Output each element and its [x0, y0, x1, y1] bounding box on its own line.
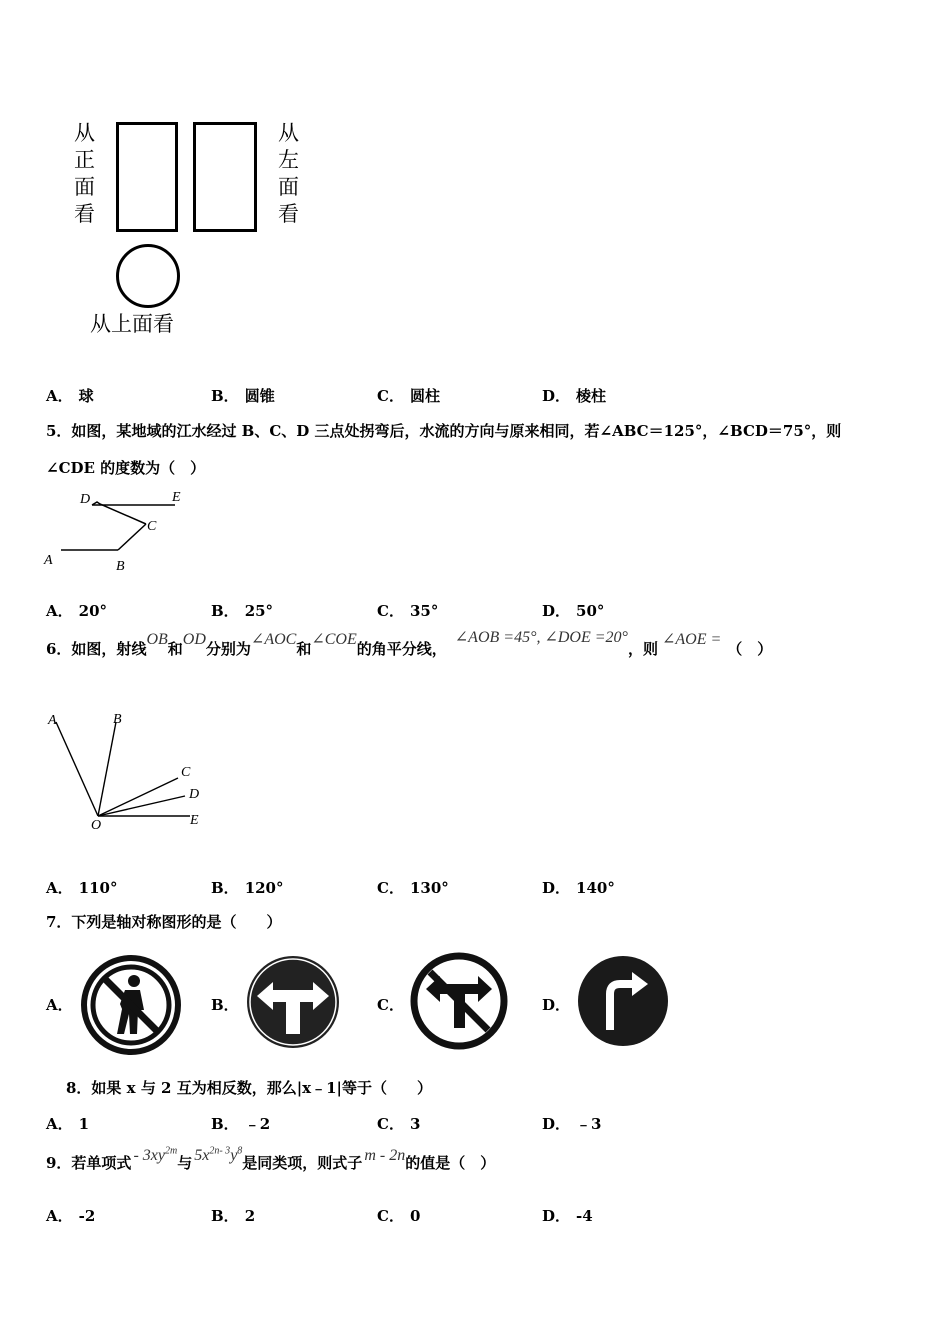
top-view-circle	[116, 244, 180, 308]
q9-option-d: D． -4	[542, 1207, 593, 1225]
q9-option-b: B． 2	[211, 1207, 256, 1225]
ray-od-line	[98, 796, 185, 816]
point-a-label: A	[44, 553, 53, 568]
angle-aoc: ∠AOC	[250, 631, 297, 648]
q7-option-b-label: B．	[211, 996, 239, 1014]
q9-option-a: A． -2	[46, 1207, 96, 1225]
point-d-label: D	[80, 492, 91, 507]
point-b-label: B	[113, 712, 122, 727]
ray-od: OD	[182, 631, 206, 648]
q5-option-c: C． 35°	[377, 602, 439, 620]
segment-cb	[118, 524, 146, 550]
q4-option-b: B． 圆锥	[211, 387, 275, 405]
given-angles: ∠AOB =45°, ∠DOE =20°	[454, 629, 628, 646]
monomial-1: - $3xy^{2m}$	[133, 1145, 178, 1164]
point-d-label: D	[189, 787, 200, 802]
q5-text-line1: 5．如图，某地域的江水经过 B、C、D 三点处拐弯后，水流的方向与原来相同，若∠ABC＝125°，∠BCD＝75°，则	[46, 422, 842, 440]
q7-text: 7．下列是轴对称图形的是（ ）	[46, 913, 282, 931]
point-e-label: E	[172, 490, 181, 505]
ray-ob: OB	[146, 631, 168, 648]
ray-ob-line	[98, 722, 116, 816]
q5-river-figure	[40, 484, 200, 574]
left-view-rectangle	[193, 122, 257, 232]
ray-oa	[56, 722, 98, 816]
q4-option-c: C． 圆柱	[377, 387, 440, 405]
monomial-2: $5x^{2n- 3}y^8$	[194, 1145, 243, 1164]
q6-option-b: B． 120°	[211, 879, 284, 897]
top-view-label: 从上面看	[90, 312, 174, 336]
q6-option-a: A． 110°	[46, 879, 118, 897]
left-view-label: 从 左 面 看	[278, 121, 299, 226]
q8-option-c: C． 3	[377, 1115, 421, 1133]
front-view-rectangle	[116, 122, 178, 232]
q8-option-d: D． ﹣3	[542, 1115, 602, 1133]
angle-aoe: ∠AOE =	[661, 631, 722, 648]
point-a-label: A	[48, 713, 57, 728]
q7-option-d-label: D．	[542, 996, 571, 1014]
front-view-label: 从 正 面 看	[74, 121, 95, 226]
angle-coe: ∠COE	[311, 631, 357, 648]
q6-option-c: C． 130°	[377, 879, 449, 897]
ray-oc	[98, 778, 178, 816]
point-b-label: B	[116, 559, 125, 574]
q7-option-a-label: A．	[46, 996, 73, 1014]
q6-option-d: D． 140°	[542, 879, 615, 897]
left-right-turn-sign-icon	[245, 954, 341, 1050]
q4-option-a: A． 球	[46, 387, 94, 405]
point-e-label: E	[190, 813, 199, 828]
q5-option-d: D． 50°	[542, 602, 605, 620]
no-left-right-turn-sign-icon	[410, 952, 508, 1050]
q4-option-d: D． 棱柱	[542, 387, 607, 405]
q6-text: 6．如图，射线OB和OD分别为∠AOC和∠COE的角平分线，∠AOB =45°, ∠DOE =20°，则∠AOE =（ ）	[46, 629, 773, 658]
point-c-label: C	[147, 519, 157, 534]
q9-option-c: C． 0	[377, 1207, 421, 1225]
q7-option-c-label: C．	[377, 996, 404, 1014]
q8-option-a: A． 1	[46, 1115, 90, 1133]
point-o-label: O	[91, 818, 102, 833]
point-c-label: C	[181, 765, 191, 780]
q8-option-b: B． ﹣2	[211, 1115, 271, 1133]
q5-text-line2: ∠CDE 的度数为（ ）	[46, 459, 206, 477]
q8-text: 8．如果 x 与 2 互为相反数，那么|x﹣1|等于（ ）	[66, 1079, 433, 1097]
q9-text: 9．若单项式 - $3xy^{2m}$与 $5x^{2n- 3}y^8$是同类项，则式子 m - 2n的值是（ ）	[46, 1145, 496, 1172]
q6-angle-figure	[40, 706, 220, 836]
q5-option-a: A． 20°	[46, 602, 108, 620]
expression-m-2n: m - 2n	[364, 1147, 406, 1164]
right-turn-sign-icon	[576, 954, 670, 1048]
q5-option-b: B． 25°	[211, 602, 274, 620]
no-pedestrian-sign-icon	[80, 954, 182, 1056]
